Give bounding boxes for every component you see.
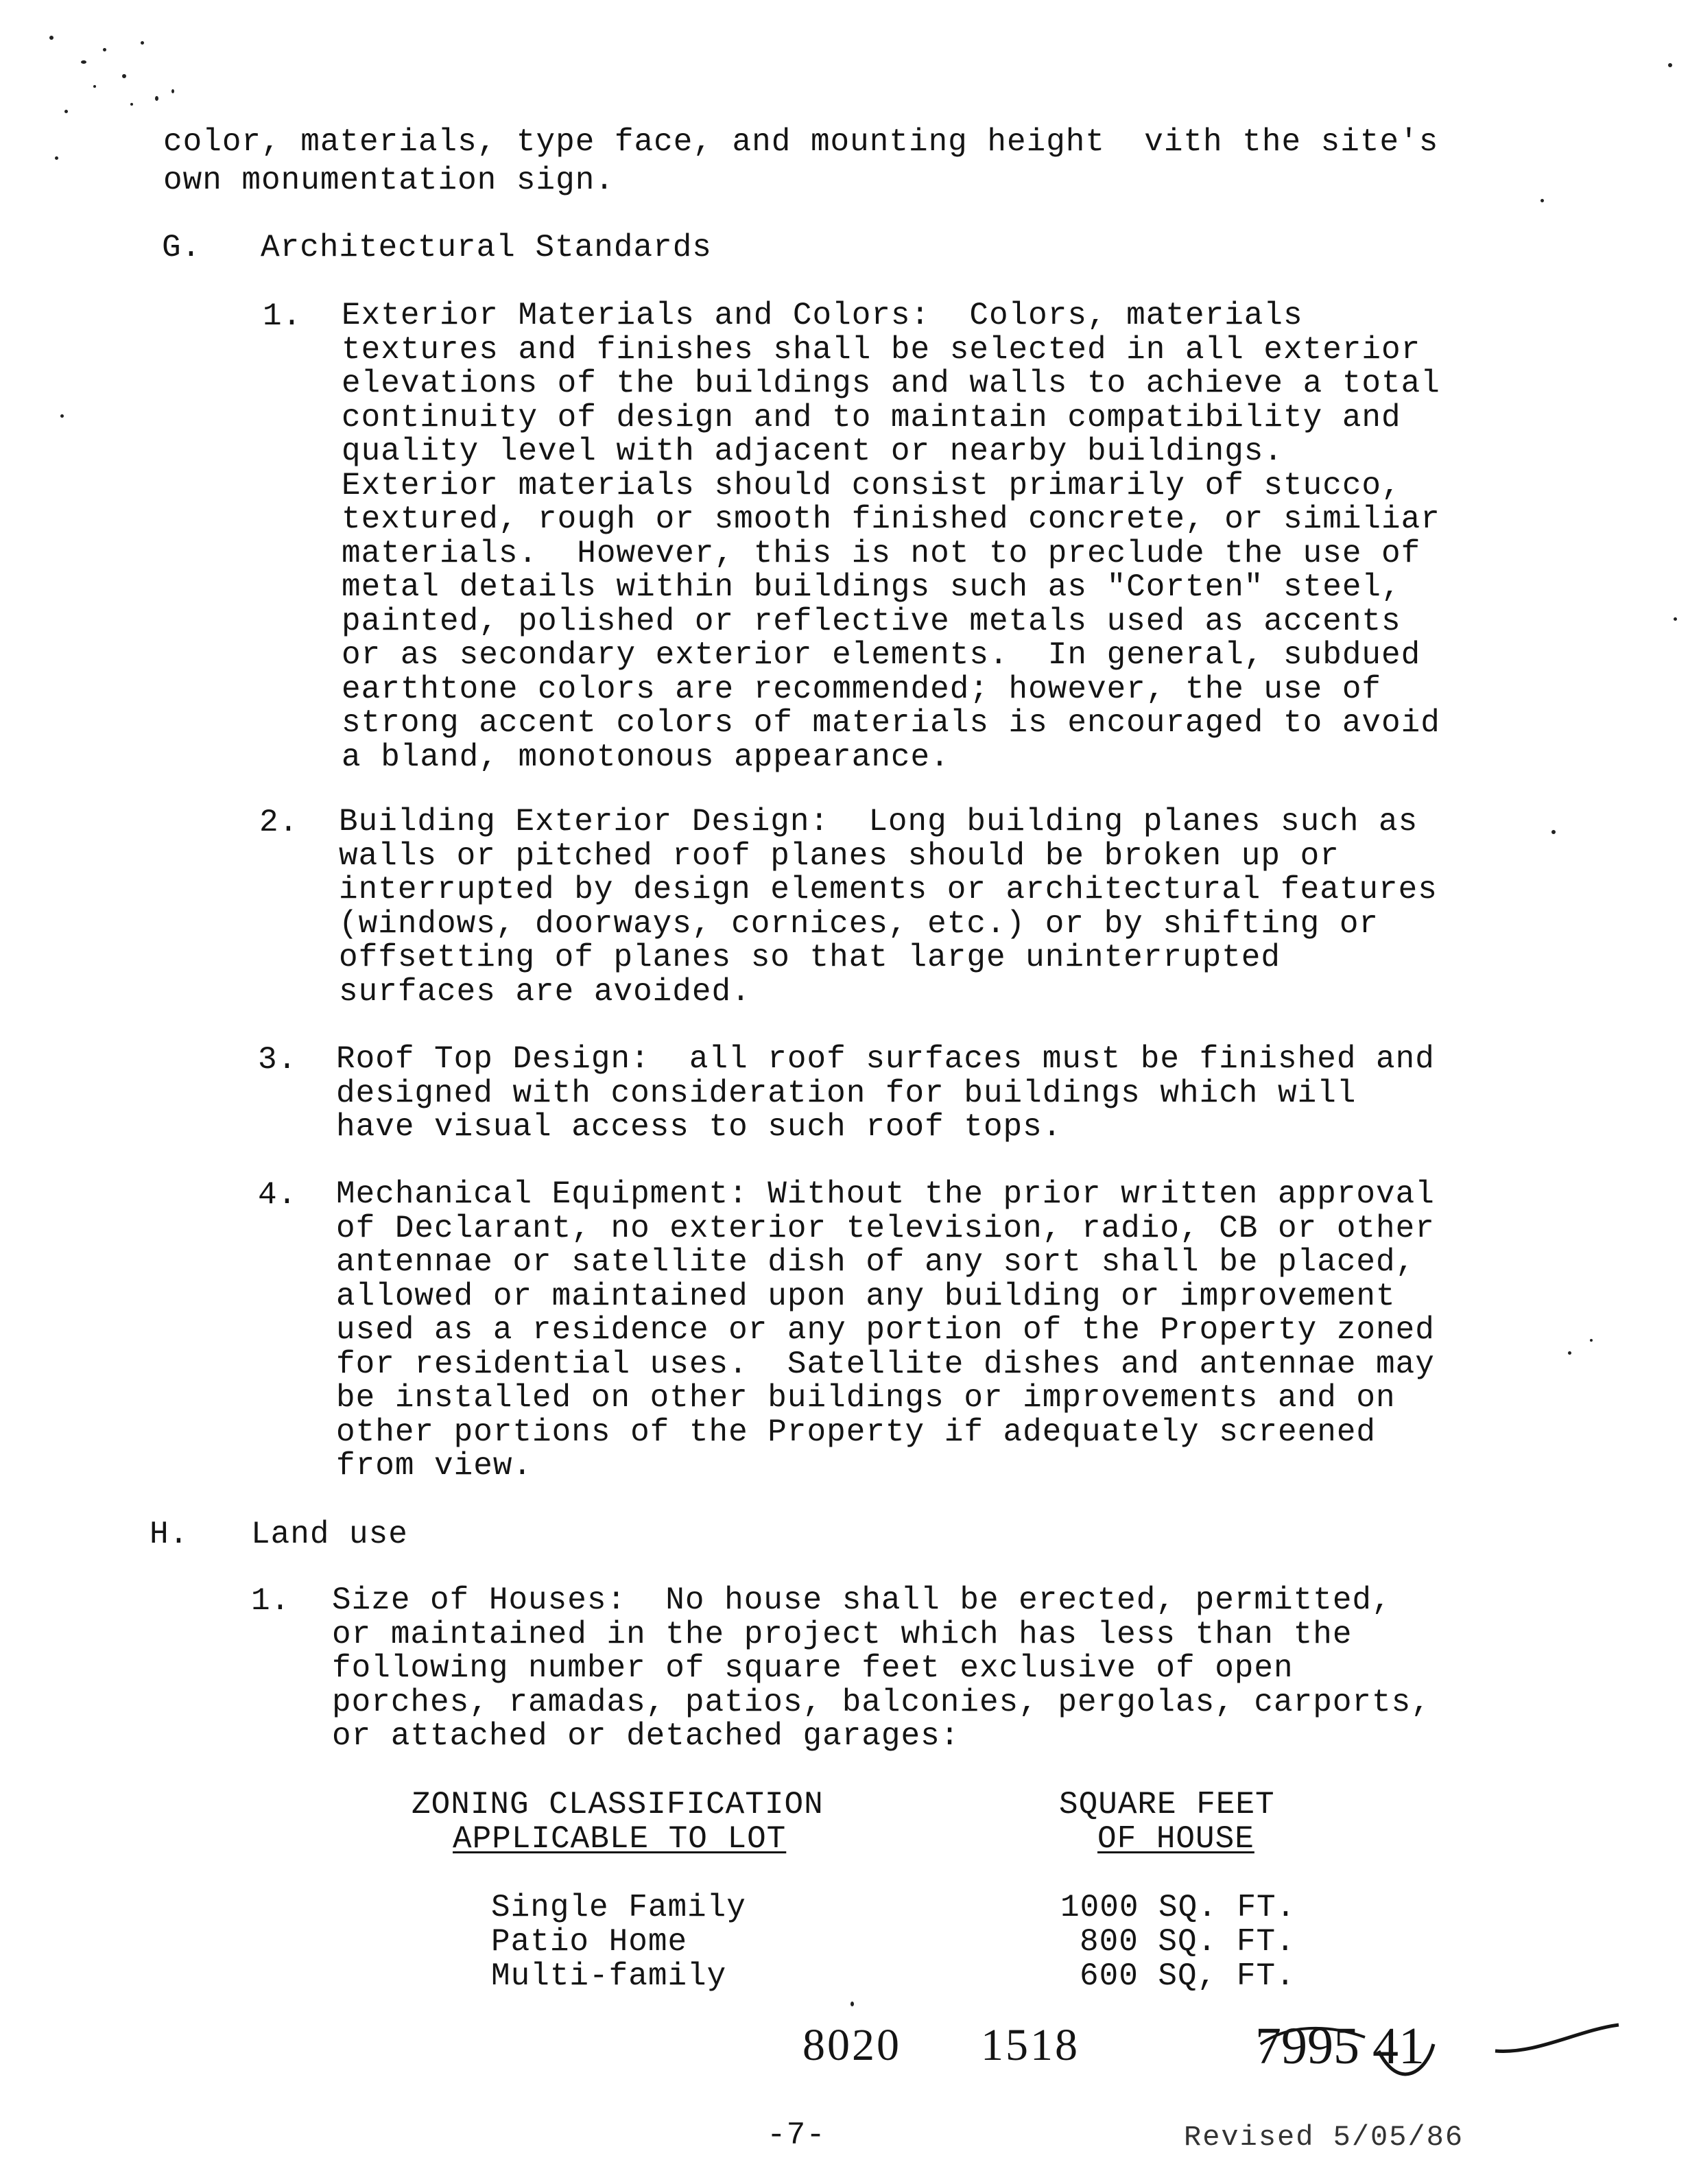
item-g1-number: 1. [263,298,302,334]
table-row-3-sqft: 600 SQ, FT. [1080,1958,1296,1994]
footer-code-b: 1518 [981,2020,1080,2070]
table-row-3-classification: Multi-family [491,1958,727,1994]
table-row-2-classification: Patio Home [491,1924,688,1960]
table-row-1-classification: Single Family [491,1890,746,1925]
section-h-title: Land use [251,1517,408,1552]
item-g1-text: Exterior Materials and Colors: Colors, materials textures and finishes shall be selected in all exterior elevations of the buildings and walls to achieve a total continuity of design and to maintain compatibility and quality level with adjacent or nearby buildings. Exterior materials should consist primarily of stucco, textured, rough or smooth finished concrete, or similiar materials. However, this is not to preclude the use of metal details within buildings such as "Corten" steel, painted, polished or reflective metals used as accents or as secondary exterior elements. In general, subdued earthtone colors are recommended; however, the use of strong accent colors of materials is encouraged to avoid a bland, monotonous appearance. [342,298,1440,775]
intro-line-2: own monumentation sign. [163,163,615,198]
item-g2-text: Building Exterior Design: Long building planes such as walls or pitched roof planes should be broken up or interrupted by design elements or architectural features (windows, doorways, cornices, etc.) or by shifting or offsetting of planes so that large uninterrupted surfaces are avoided. [339,804,1438,1010]
table-header-right-line-1: SQUARE FEET [1059,1787,1275,1823]
footer-code-a: 8020 [802,2020,901,2070]
table-header-left-line-2: APPLICABLE TO LOT [453,1821,787,1857]
revised-date: Revised 5/05/86 [1184,2121,1464,2154]
item-h1-text: Size of Houses: No house shall be erected, permitted, or maintained in the project which has less than the following number of square feet exclusive of open porches, ramadas, patios, balconies, pergolas, carports, or attached or detached garages: [332,1582,1431,1754]
section-g-letter: G. [162,230,202,265]
table-header-left-line-1: ZONING CLASSIFICATION [412,1787,824,1823]
item-g3-text: Roof Top Design: all roof surfaces must be finished and designed with consideration for buildings which will have visual access to such roof tops. [336,1041,1435,1145]
intro-line-1: color, materials, type face, and mounting height vith the site's [163,124,1439,160]
table-row-2-sqft: 800 SQ. FT. [1080,1924,1296,1960]
item-g2-number: 2. [259,805,299,840]
item-g3-number: 3. [258,1042,298,1078]
section-h-letter: H. [150,1517,189,1552]
handwritten-note: 7995 41 [1255,2017,1425,2075]
page-number: -7- [767,2117,826,2153]
table-header-right-line-2: OF HOUSE [1097,1821,1254,1857]
table-row-1-sqft: 1000 SQ. FT. [1060,1890,1296,1925]
item-g4-text: Mechanical Equipment: Without the prior written approval of Declarant, no exterior television, radio, CB or other antennae or satellite dish of any sort shall be placed, allowed or maintained upon any building or improvement used as a residence or any portion of the Property zoned for residential uses. Satellite dishes and antennae may be installed on other buildings or improvements and on other portions of the Property if adequately screened from view. [336,1176,1435,1484]
section-g-title: Architectural Standards [261,230,712,265]
item-g4-number: 4. [258,1177,298,1213]
item-h1-number: 1. [251,1583,291,1619]
